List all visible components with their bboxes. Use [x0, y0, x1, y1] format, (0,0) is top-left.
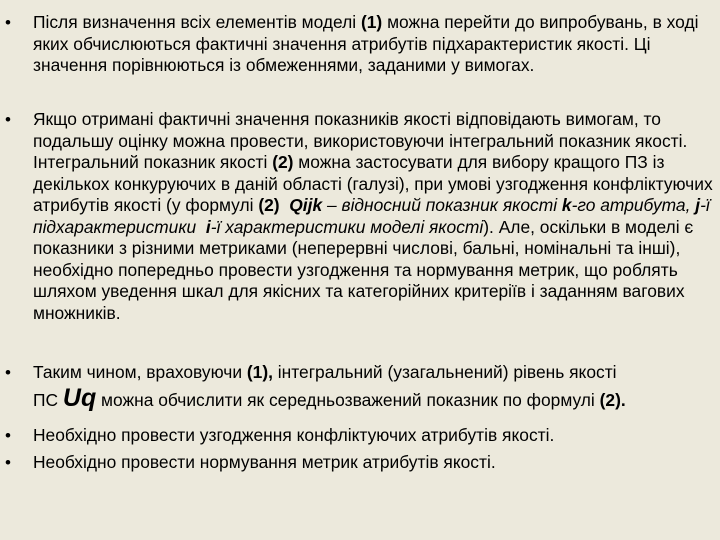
- formula-ref: (1): [360, 12, 383, 32]
- formula-ref: (2): [272, 152, 294, 172]
- bullet-text: ПС: [33, 389, 63, 410]
- formula-symbol: Uq: [62, 383, 97, 412]
- bullet-text: Необхідно провести узгодження конфліктуючих атрибутів якості.: [33, 425, 555, 445]
- bullet-text: ). Але, оскільки в моделі є показники з різними метриками (неперервні числові, бальні, номінальні та інші), необхідно попередньо провести узгодження та нормування метрик, що роблять шляхом уведення шкал для якісних та категорійних критеріїв і заданням вагових множників.: [33, 216, 694, 323]
- bullet-text: Таким чином, враховуючи: [33, 362, 247, 382]
- bullet-text: можна застосувати для вибору кращого ПЗ із декількох конкуруючих в даній області (галузі), при умові узгодження конфліктуючих атрибутів якості (у формулі: [33, 152, 713, 215]
- bullet-text: інтегральний (узагальнений) рівень якості: [272, 362, 617, 382]
- bullet-text: можна перейти до випробувань, в ході яких обчислюються фактичні значення атрибутів підхарактеристик якості. Ці значення порівнюються із обмеженнями, заданими у вимогах.: [33, 12, 699, 75]
- bullet-text: Після визначення всіх елементів моделі: [33, 12, 361, 32]
- bullet-dot: •: [5, 110, 11, 129]
- bullet-dot: •: [5, 453, 11, 472]
- bullet-dot: •: [5, 363, 11, 382]
- formula-symbol: i: [205, 216, 211, 237]
- bullet-text: Необхідно провести нормування метрик атрибутів якості.: [33, 452, 496, 472]
- bullet-dot: •: [5, 13, 11, 32]
- bullet-item: [5, 12, 713, 77]
- formula-symbol: j: [695, 195, 701, 215]
- italic-text: -го атрибута,: [571, 195, 696, 215]
- bullet-item: [5, 109, 713, 324]
- bullet-dot: •: [5, 426, 11, 445]
- bullet-line: [33, 383, 713, 412]
- formula-symbol: Qijk: [289, 195, 323, 215]
- bullet-item: [5, 452, 713, 474]
- formula-symbol: k: [561, 195, 572, 215]
- italic-text: -ї підхарактеристики: [33, 195, 710, 237]
- bullet-item: [5, 362, 713, 412]
- bullet-text: Якщо отримані фактичні значення показників якості відповідають вимогам, то подальшу оцінку можна провести, використовуючи інтегральний показник якості. Інтегральний показник якості: [33, 109, 688, 172]
- italic-text: -ї характеристики моделі якості: [210, 216, 484, 237]
- formula-ref: (2).: [599, 389, 626, 410]
- bullet-text: можна обчислити як середньозважений показник по формулі: [96, 389, 600, 410]
- bullet-item: [5, 425, 713, 447]
- italic-text: – відносний показник якості: [322, 195, 562, 215]
- formula-ref: (2): [258, 195, 280, 215]
- formula-ref: (1),: [246, 362, 273, 382]
